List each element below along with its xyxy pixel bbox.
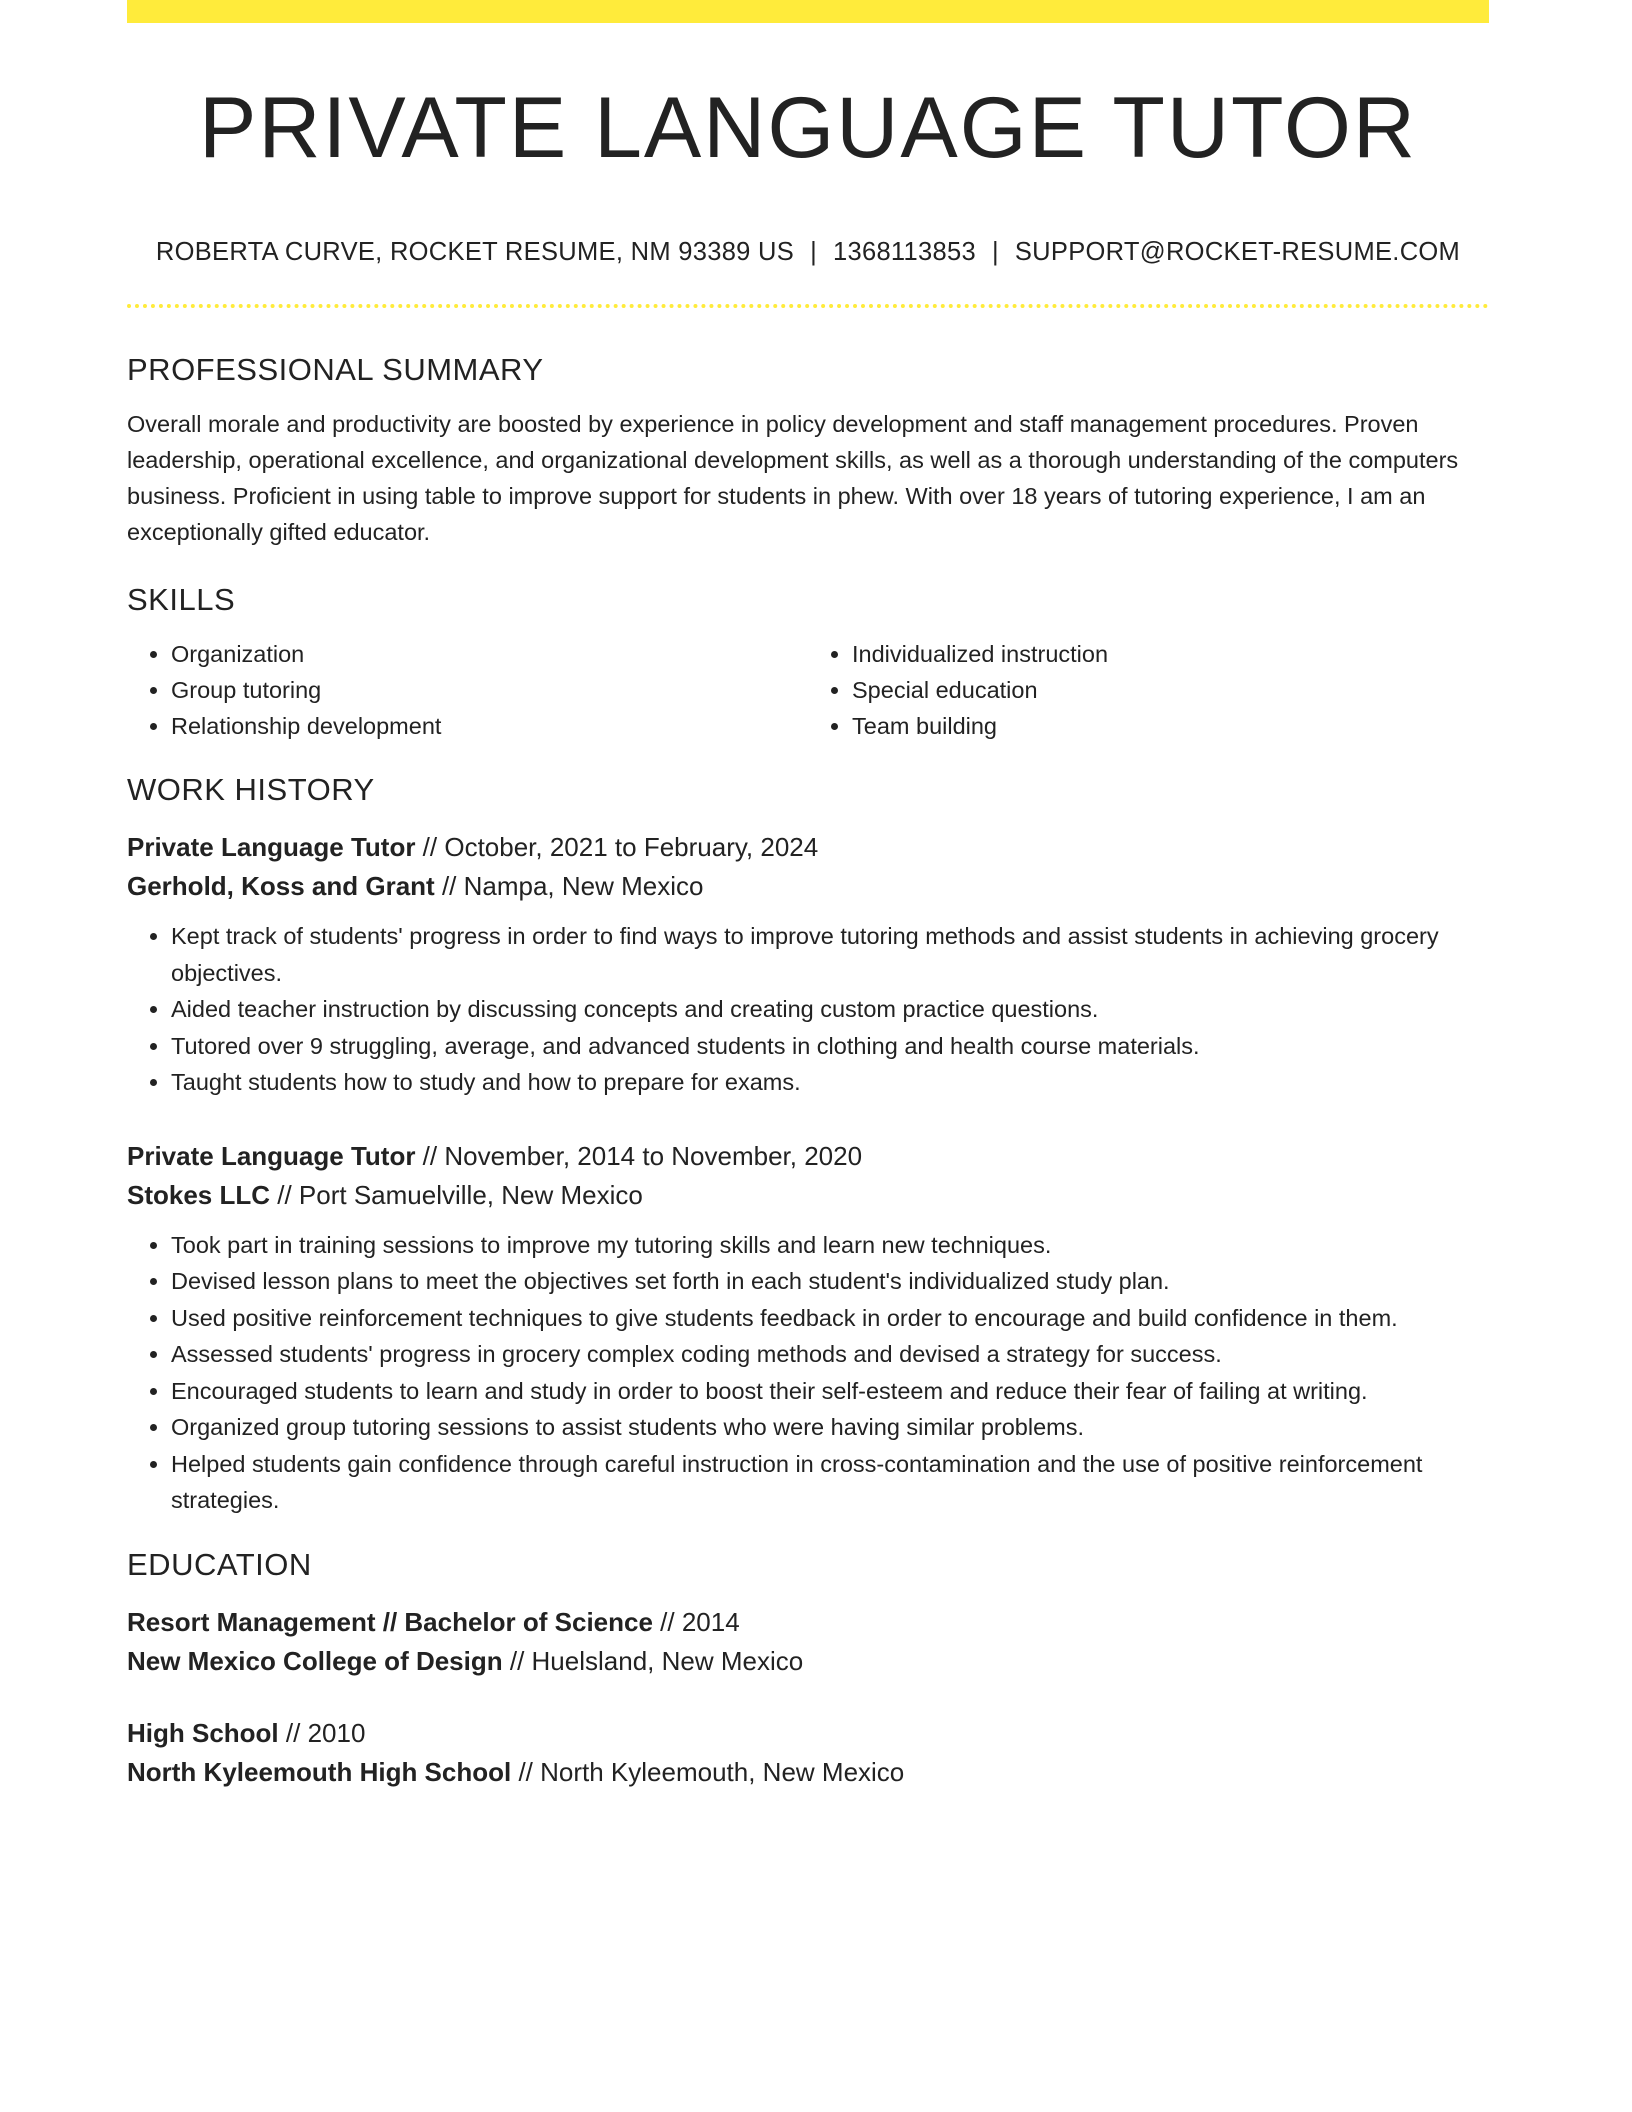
contact-line bbox=[127, 236, 1489, 268]
contact-email: SUPPORT@ROCKET-RESUME.COM bbox=[1014, 238, 1461, 266]
education-degree: Resort Management // Bachelor of Science bbox=[127, 1606, 653, 1637]
contact-separator: | bbox=[991, 238, 999, 266]
education-entry bbox=[127, 1603, 1489, 1681]
summary-heading: PROFESSIONAL SUMMARY bbox=[127, 352, 544, 387]
skill-item: • Relationship development bbox=[171, 708, 808, 744]
job-company-line bbox=[127, 1176, 1489, 1215]
job-bullet: • Took part in training sessions to improve my tutoring skills and learn new techniques. bbox=[171, 1227, 1489, 1264]
education-degree: High School bbox=[127, 1717, 279, 1748]
education-location: // Huelsland, New Mexico bbox=[502, 1645, 804, 1676]
job-bullet: • Taught students how to study and how to prepare for exams. bbox=[171, 1064, 1489, 1101]
job-bullet: • Devised lesson plans to meet the objectives set forth in each student's individualized study plan. bbox=[171, 1263, 1489, 1300]
skill-item: • Special education bbox=[852, 672, 1489, 708]
contact-address: ROBERTA CURVE, ROCKET RESUME, NM 93389 US bbox=[155, 238, 795, 266]
job-company: Stokes LLC bbox=[127, 1179, 271, 1210]
education-degree-line bbox=[127, 1603, 1489, 1642]
accent-top-bar bbox=[127, 0, 1489, 23]
education-school: New Mexico College of Design bbox=[127, 1645, 503, 1676]
job-title-line bbox=[127, 828, 1489, 867]
job-bullet: • Helped students gain confidence through careful instruction in cross-contamination and the use of positive reinforcement strategies. bbox=[171, 1446, 1489, 1519]
job-location: // Port Samuelville, New Mexico bbox=[270, 1179, 643, 1210]
skill-item: • Team building bbox=[852, 708, 1489, 744]
skills-heading: SKILLS bbox=[127, 582, 236, 617]
job-bullet: • Aided teacher instruction by discussing concepts and creating custom practice questions. bbox=[171, 991, 1489, 1028]
job-bullet: • Kept track of students' progress in order to find ways to improve tutoring methods and assist students in achieving grocery objectives. bbox=[171, 918, 1489, 991]
job-entry bbox=[127, 828, 1489, 1101]
job-dates: // November, 2014 to November, 2020 bbox=[415, 1140, 863, 1171]
job-company: Gerhold, Koss and Grant bbox=[127, 871, 435, 901]
job-title: Private Language Tutor bbox=[127, 832, 416, 862]
skill-item: • Organization bbox=[171, 636, 808, 672]
job-bullet: • Organized group tutoring sessions to assist students who were having similar problems. bbox=[171, 1409, 1489, 1446]
summary-text: Overall morale and productivity are boosted by experience in policy development and staff management procedures. Proven leadership, operational excellence, and organizational development skills, as well as a thorough understanding of the computers business. Proficient in using table to improve support for students in phew. With over 18 years of tutoring experience, I am an exceptionally gifted educator. bbox=[127, 411, 1459, 545]
job-entry bbox=[127, 1137, 1489, 1519]
contact-separator: | bbox=[810, 238, 817, 266]
resume-content bbox=[127, 350, 1489, 1792]
skill-item: • Group tutoring bbox=[171, 672, 808, 708]
job-dates: // October, 2021 to February, 2024 bbox=[415, 832, 819, 862]
skills-list-left bbox=[127, 636, 808, 744]
education-school-line bbox=[127, 1753, 1489, 1792]
work-history-heading: WORK HISTORY bbox=[127, 772, 375, 807]
job-title-line bbox=[127, 1137, 1489, 1176]
job-bullet: • Tutored over 9 struggling, average, and advanced students in clothing and health course materials. bbox=[171, 1028, 1489, 1065]
job-company-line bbox=[127, 867, 1489, 906]
education-location: // North Kyleemouth, New Mexico bbox=[511, 1756, 905, 1787]
skills-columns bbox=[127, 636, 1489, 744]
education-year: // 2010 bbox=[278, 1717, 366, 1748]
education-school: North Kyleemouth High School bbox=[127, 1756, 512, 1787]
skills-list-right bbox=[808, 636, 1489, 744]
contact-phone: 1368113853 bbox=[833, 238, 976, 266]
job-bullet: • Encouraged students to learn and study in order to boost their self-esteem and reduce their fear of failing at writing. bbox=[171, 1373, 1489, 1410]
education-school-line bbox=[127, 1642, 1489, 1681]
job-bullets bbox=[127, 918, 1489, 1101]
education-heading: EDUCATION bbox=[127, 1546, 312, 1582]
job-bullets bbox=[127, 1227, 1489, 1519]
job-bullet: • Used positive reinforcement techniques to give students feedback in order to encourage and build confidence in them. bbox=[171, 1300, 1489, 1337]
resume-title: PRIVATE LANGUAGE TUTOR bbox=[199, 80, 1417, 176]
education-year: // 2014 bbox=[652, 1606, 740, 1637]
education-degree-line bbox=[127, 1714, 1489, 1753]
education-entry bbox=[127, 1714, 1489, 1792]
job-title: Private Language Tutor bbox=[127, 1140, 416, 1171]
job-bullet: • Assessed students' progress in grocery complex coding methods and devised a strategy for success. bbox=[171, 1336, 1489, 1373]
dotted-divider bbox=[127, 304, 1489, 308]
job-location: // Nampa, New Mexico bbox=[434, 871, 704, 901]
skill-item: • Individualized instruction bbox=[852, 636, 1489, 672]
